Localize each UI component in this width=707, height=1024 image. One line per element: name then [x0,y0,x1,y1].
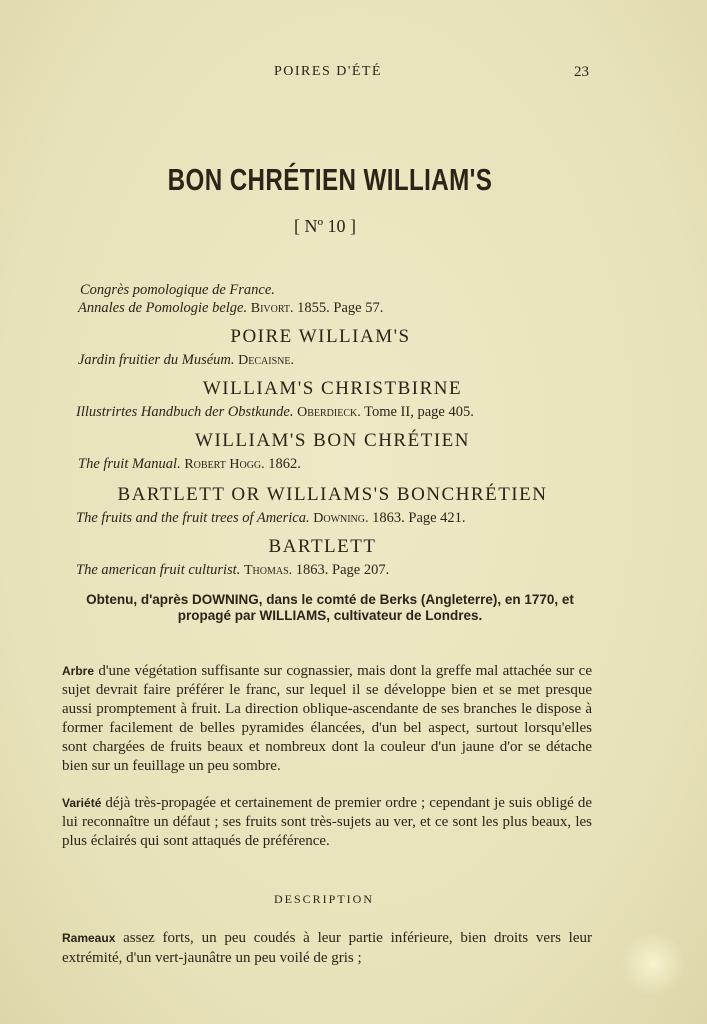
reference-work: The american fruit culturist. [76,562,241,578]
page-title: BON CHRÉTIEN WILLIAM'S [167,162,493,197]
reference-work: Illustrirtes Handbuch der Obstkunde. [76,404,294,420]
synonym-name: WILLIAM'S BON CHRÉTIEN [195,430,470,451]
paragraph-description [62,928,592,968]
reference-line [76,562,389,579]
reference-author: Robert Hogg. [184,457,265,472]
reference-line [76,404,474,421]
reference-details: 1862. [268,456,301,472]
paragraph-text: déjà très-propagée et certainement de premier ordre ; cependant je suis obligé de lui reconnaître un défaut ; ses fruits sont très-sujets au ver, et ce sont les plus beaux, les plus éclairés qui sont attaqués de préférence. [62,795,592,849]
reference-work: Jardin fruitier du Muséum. [78,352,235,368]
synonym-name: BARTLETT [268,536,377,557]
page-number: 23 [574,64,589,80]
running-head [0,64,707,84]
reference-line [78,456,301,473]
reference-author: Bivort. [250,301,294,316]
reference-line [78,300,383,317]
reference-author: Downing. [313,511,369,526]
reference-work: Congrès pomologique de France. [80,282,275,298]
reference-details: 1855. Page 57. [297,300,384,316]
synonym-name: BARTLETT OR WILLIAMS'S BONCHRÉTIEN [117,484,548,505]
reference-author: Oberdieck. [297,405,361,420]
paragraph-tree [62,662,592,776]
section-heading: DESCRIPTION [273,892,374,906]
paragraph-text: assez forts, un peu coudés à leur partie inférieure, bien droits vers leur extrémité, d'un vert-jaunâtre un peu voilé de gris ; [62,930,592,966]
synonym-name: WILLIAM'S CHRISTBIRNE [202,378,463,399]
reference-details: Tome II, page 405. [364,404,474,420]
reference-author: Decaisne. [238,353,295,368]
paper-stain [618,934,688,994]
reference-line [78,352,294,369]
origin-note: Obtenu, d'après DOWNING, dans le comté de Berks (Angleterre), en 1770, et propagé par WILLIAMS, cultivateur de Londres. [86,592,574,623]
reference-work: Annales de Pomologie belge. [78,300,248,316]
paragraph-lead: Variété [62,796,102,810]
reference-details: 1863. Page 207. [295,562,390,578]
paragraph-lead: Rameaux [62,931,116,945]
reference-line [76,510,466,527]
synonym-name: POIRE WILLIAM'S [230,326,411,347]
variety-number: [ Nº 10 ] [293,216,357,236]
paragraph-variety [62,794,592,851]
reference-work: The fruits and the fruit trees of America. [76,510,310,526]
reference-details: 1863. Page 421. [372,510,466,526]
reference-work: The fruit Manual. [78,456,181,472]
reference-line [80,282,275,299]
paragraph-lead: Arbre [62,664,95,678]
reference-author: Thomas. [243,563,293,578]
paragraph-text: d'une végétation suffisante sur cognassier, mais dont la greffe mal attachée sur ce sujet devrait faire préférer le franc, sur lequel il se développe bien et se met presque aussi promptement à fruit. La direction oblique-ascendante de ses branches le dispose à former facilement de belles pyramides élancées, d'un bel aspect, surtout lorsqu'elles sont chargées de fruits beaux et nombreux dont la couleur d'un jaune d'or se détache bien sur un feuillage un peu sombre. [62,663,592,774]
running-head-title: POIRES D'ÉTÉ [274,64,383,79]
